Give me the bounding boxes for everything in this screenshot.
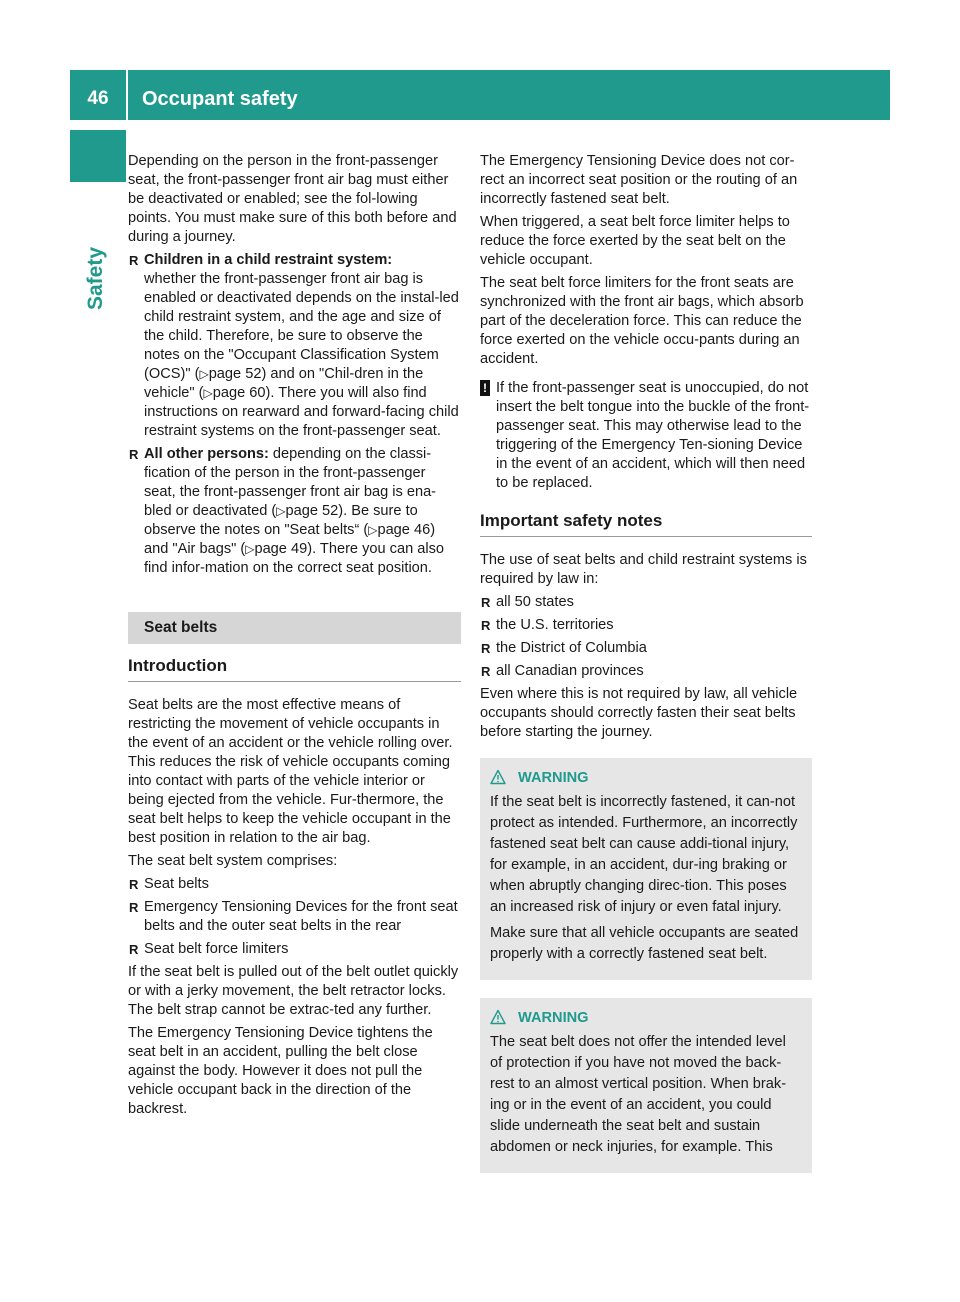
bullet-text: ). There you can also find infor-mation on the correct seat position. (144, 541, 445, 576)
right-column (480, 152, 812, 1187)
list-item-text: all 50 states (496, 594, 574, 610)
paragraph: The seat belt force limiters for the front seats are synchronized with the front air bags, which absorb part of the deceleration force. This can reduce the force exerted on the vehicle occu-pants during an accident. (480, 275, 804, 367)
list-item (128, 898, 461, 936)
bullet-text: ) and "Air bags" ( (144, 522, 436, 557)
page-ref-link[interactable]: page 52 (285, 503, 339, 519)
jurisdiction-list (480, 593, 812, 681)
warning-text: Make sure that all vehicle occupants are seated properly with a correctly fastened seat belt. (490, 925, 799, 962)
bullet-mark: R (129, 447, 139, 462)
bullet-mark: R (481, 664, 491, 679)
intro-paragraph: Depending on the person in the front-passenger seat, the front-passenger front air bag must either be deactivated or enabled; see the fol-lowing points. You must make sure of this both before and during a journey. (128, 153, 457, 245)
list-item-text: the District of Columbia (496, 640, 647, 656)
bullet-text: ). There you will also find instructions on rearward and forward-facing child restraint systems on the front-passenger seat. (144, 385, 459, 439)
bullet-heading: All other persons: (144, 446, 269, 462)
header-bar (70, 70, 890, 120)
bullet-text: ) and on "Chil-dren in the vehicle" ( (144, 366, 424, 401)
paragraph: When triggered, a seat belt force limiter helps to reduce the force exerted by the seat belt on the vehicle occupant. (480, 214, 790, 268)
warning-triangle-icon (490, 769, 506, 785)
exclamation-icon: ! (480, 380, 490, 396)
paragraph: The use of seat belts and child restraint systems is required by law in: (480, 552, 807, 587)
list-item (128, 875, 461, 894)
warning-text: The seat belt does not offer the intended level of protection if you have not moved the back-rest to an almost vertical position. When brak-ing or in the event of an accident, you could slide underneath the seat belt and sustain abdomen or neck injuries, for example. This (490, 1034, 787, 1155)
paragraph: Seat belts are the most effective means of restricting the movement of vehicle occupants in the event of an accident or the vehicle rolling over. This reduces the risk of vehicle occupants coming into contact with parts of the vehicle interior or being ejected from the vehicle. Fur-thermore, the seat belt helps to keep the vehicle occupant in the best position in relation to the air bag. (128, 697, 453, 846)
warning-title (490, 1008, 802, 1028)
warning-title (490, 768, 802, 788)
side-tab-label: Safety (84, 246, 107, 310)
list-item-text: all Canadian provinces (496, 663, 644, 679)
paragraph: The Emergency Tensioning Device does not cor-rect an incorrect seat position or the routing of an incorrectly fastened seat belt. (480, 153, 798, 207)
belt-system-list (128, 875, 461, 959)
warning-box (480, 998, 812, 1173)
page-ref-arrow-icon: ▷ (368, 523, 378, 537)
warning-triangle-icon (490, 1009, 506, 1025)
section-title: Seat belts (128, 612, 461, 644)
page-ref-link[interactable]: page 49 (254, 541, 308, 557)
left-column (128, 152, 461, 1123)
bullet-mark: R (129, 900, 139, 915)
bullet-text: ). Be sure to observe the notes on "Seat belts“ ( (144, 503, 418, 538)
list-item (480, 593, 812, 612)
page-ref-link[interactable]: page 60 (212, 385, 266, 401)
list-item (128, 251, 461, 441)
side-tab-block (70, 130, 126, 182)
caution-note (480, 379, 812, 493)
bullet-text: whether the front-passenger front air bag is enabled or deactivated depends on the instal-led child restraint system, and the age and size of the child. Therefore, be sure to observe the notes on the "Occupant Classification System (OCS)" ( (144, 271, 459, 382)
paragraph: The Emergency Tensioning Device tightens the seat belt in an accident, pulling the belt close against the body. However it does not pull the vehicle occupant back in the direction of the backrest. (128, 1025, 433, 1117)
warning-text: If the seat belt is incorrectly fastened, it can-not protect as intended. Furthermore, an incorrectly fastened seat belt can cause addi-tional injury, for example, in an accident, dur-ing braking or when abruptly changing direc-tion. This poses an increased risk of injury or even fatal injury. (490, 794, 798, 915)
list-item (128, 445, 461, 578)
paragraph: If the seat belt is pulled out of the belt outlet quickly or with a jerky movement, the belt retractor locks. The belt strap cannot be extrac-ted any further. (128, 964, 459, 1018)
warning-title-text: WARNING (518, 1010, 589, 1026)
bullet-mark: R (129, 877, 139, 892)
paragraph: The seat belt system comprises: (128, 853, 338, 869)
bullet-mark: R (481, 641, 491, 656)
bullet-mark: R (129, 942, 139, 957)
page-ref-link[interactable]: page 46 (377, 522, 431, 538)
page-ref-arrow-icon: ▷ (245, 542, 255, 556)
list-item (480, 639, 812, 658)
header-divider (126, 70, 128, 120)
list-item (480, 662, 812, 681)
caution-text: If the front-passenger seat is unoccupied, do not insert the belt tongue into the buckle of the front-passenger seat. This may otherwise lead to the triggering of the Emergency Ten-sioning Device in the event of an accident, which will then need to be replaced. (496, 380, 810, 491)
list-item (480, 616, 812, 635)
page-title: Occupant safety (142, 88, 298, 110)
list-item-text: Emergency Tensioning Devices for the front seat belts and the outer seat belts in the rear (144, 899, 458, 934)
subsection-title: Introduction (128, 656, 461, 682)
airbag-bullets (128, 251, 461, 578)
paragraph: Even where this is not required by law, all vehicle occupants should correctly fasten their seat belts before starting the journey. (480, 686, 798, 740)
subsection-title: Important safety notes (480, 511, 812, 537)
page-ref-arrow-icon: ▷ (276, 504, 286, 518)
page-number: 46 (87, 88, 109, 109)
bullet-heading: Children in a child restraint system: (144, 252, 393, 268)
bullet-text: depending on the classi-fication of the person in the front-passenger seat, the front-passenger front air bag is ena-bled or deactivated ( (144, 446, 437, 519)
warning-title-text: WARNING (518, 770, 589, 786)
page-ref-arrow-icon: ▷ (203, 386, 213, 400)
list-item-text: the U.S. territories (496, 617, 614, 633)
warning-box (480, 758, 812, 980)
bullet-mark: R (481, 595, 491, 610)
bullet-mark: R (481, 618, 491, 633)
page-number-box (70, 70, 126, 120)
list-item-text: Seat belt force limiters (144, 941, 289, 957)
list-item (128, 940, 461, 959)
bullet-mark: R (129, 253, 139, 268)
list-item-text: Seat belts (144, 876, 209, 892)
page-ref-link[interactable]: page 52 (208, 366, 262, 382)
page-ref-arrow-icon: ▷ (199, 367, 209, 381)
